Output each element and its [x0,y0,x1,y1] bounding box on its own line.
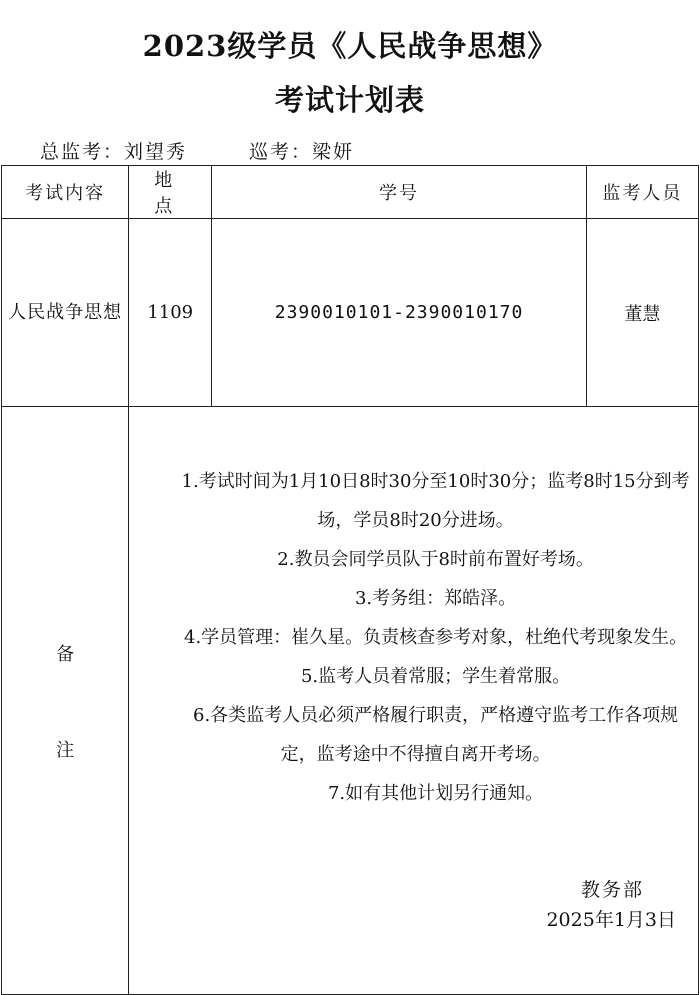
remark-item-7: 7.如有其他计划另行通知。 [327,783,544,804]
cell-student-ids: 2390010101-2390010170 [212,219,587,407]
remark-item-5: 5.监考人员着常服；学生着常服。 [300,666,571,687]
remark-item-4: 4.学员管理：崔久星。负责核查参考对象，杜绝代考现象发生。 [184,627,688,648]
remarks-label-char1: 备 [56,643,75,665]
issuer-block [546,875,676,935]
header-location: 地 点 [129,166,212,219]
remark-item-2: 2.教员会同学员队于8时前布置好考场。 [277,549,594,570]
document-title-line1: 2023级学员《人民战争思想》 [142,29,558,63]
table-header-row [2,166,699,219]
table-row [2,219,699,407]
cell-location: 1109 [129,219,212,407]
remark-item-3: 3.考务组：郑皓泽。 [354,588,517,609]
remarks-list [139,462,692,813]
remarks-content-cell [129,407,699,995]
patrol-proctor: 巡考：梁妍 [249,141,355,163]
remark-item-6: 6.各类监考人员必须严格履行职责，严格遵守监考工作各项规定，监考途中不得擅自离开考场。 [193,705,679,765]
document-title-line2: 考试计划表 [274,83,425,117]
proctor-line [40,137,354,164]
remarks-label-cell [2,407,129,995]
header-invigilator: 监考人员 [586,166,698,219]
issue-date: 2025年1月3日 [546,909,676,931]
header-student-id: 学号 [212,166,587,219]
issuer-department: 教务部 [580,879,644,901]
chief-proctor: 总监考：刘望秀 [40,141,188,163]
remark-item-1: 1.考试时间为1月10日8时30分至10时30分；监考8时15分到考场，学员8时20分进场。 [181,471,690,531]
exam-plan-table [1,165,699,995]
header-exam-content: 考试内容 [2,166,129,219]
remarks-label-char2: 注 [56,739,75,761]
cell-subject: 人民战争思想 [2,219,129,407]
remarks-row [2,407,699,995]
cell-invigilator: 董慧 [586,219,698,407]
